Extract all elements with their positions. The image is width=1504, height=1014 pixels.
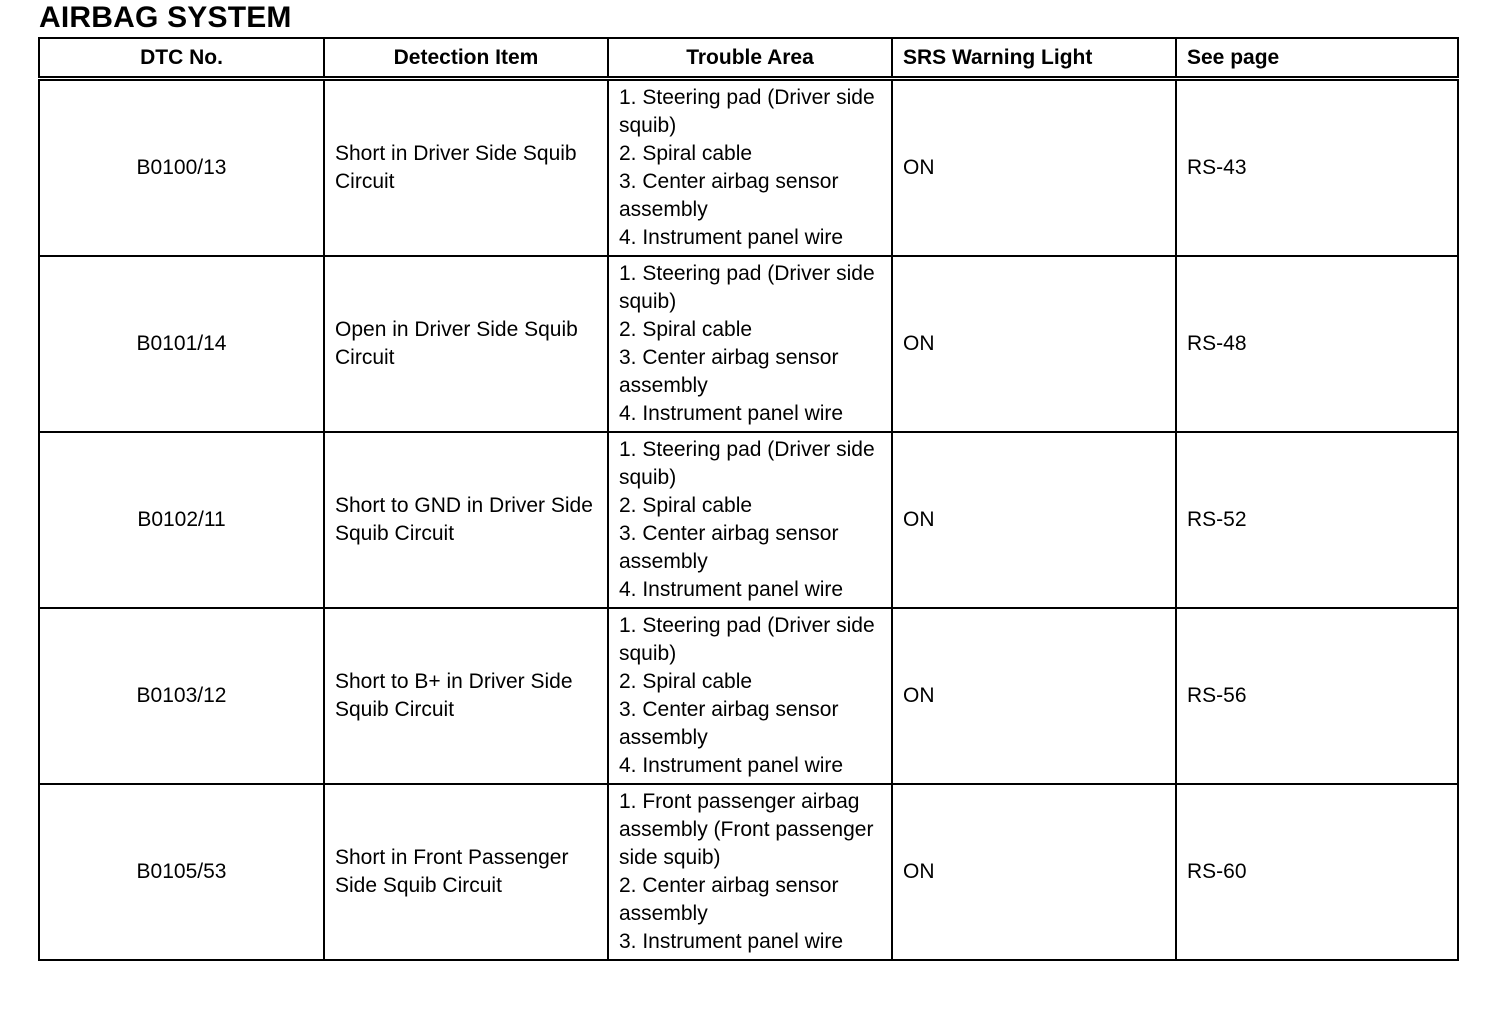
detection-item: Open in Driver Side Squib Circuit xyxy=(324,256,608,432)
detection-item: Short to B+ in Driver Side Squib Circuit xyxy=(324,608,608,784)
see-page-ref: RS-56 xyxy=(1176,608,1458,784)
srs-warning-light-value: ON xyxy=(892,79,1176,257)
see-page-ref: RS-60 xyxy=(1176,784,1458,960)
see-page-ref: RS-43 xyxy=(1176,79,1458,257)
detection-item: Short in Front Passenger Side Squib Circuit xyxy=(324,784,608,960)
srs-warning-light-value: ON xyxy=(892,432,1176,608)
trouble-area-item: 1. Front passenger airbag assembly (Front passenger side squib) xyxy=(619,790,874,869)
trouble-area-item: 3. Instrument panel wire xyxy=(619,930,844,953)
header-see-page: See page xyxy=(1176,38,1458,79)
trouble-area-item: 1. Steering pad (Driver side squib) xyxy=(619,438,875,489)
trouble-area xyxy=(608,432,892,608)
table-row xyxy=(39,256,1458,432)
header-srs-warning-light: SRS Warning Light xyxy=(892,38,1176,79)
trouble-area xyxy=(608,784,892,960)
see-page-ref: RS-52 xyxy=(1176,432,1458,608)
trouble-area-item: 1. Steering pad (Driver side squib) xyxy=(619,86,875,137)
header-detection-item: Detection Item xyxy=(324,38,608,79)
trouble-area xyxy=(608,608,892,784)
trouble-area-item: 4. Instrument panel wire xyxy=(619,754,844,777)
dtc-code: B0101/14 xyxy=(39,256,324,432)
dtc-code: B0103/12 xyxy=(39,608,324,784)
trouble-area-item: 3. Center airbag sensor assembly xyxy=(619,346,839,397)
trouble-area-item: 4. Instrument panel wire xyxy=(619,226,844,249)
table-row xyxy=(39,608,1458,784)
dtc-table xyxy=(38,37,1459,961)
trouble-area-item: 2. Spiral cable xyxy=(619,670,753,693)
srs-warning-light-value: ON xyxy=(892,256,1176,432)
table-row xyxy=(39,784,1458,960)
page-title: AIRBAG SYSTEM xyxy=(39,1,292,34)
table-row xyxy=(39,432,1458,608)
dtc-code: B0105/53 xyxy=(39,784,324,960)
table-row xyxy=(39,79,1458,257)
trouble-area-item: 2. Center airbag sensor assembly xyxy=(619,874,839,925)
trouble-area-item: 3. Center airbag sensor assembly xyxy=(619,170,839,221)
detection-item: Short to GND in Driver Side Squib Circuit xyxy=(324,432,608,608)
trouble-area-item: 2. Spiral cable xyxy=(619,142,753,165)
header-dtc-no: DTC No. xyxy=(39,38,324,79)
srs-warning-light-value: ON xyxy=(892,608,1176,784)
trouble-area-item: 2. Spiral cable xyxy=(619,494,753,517)
trouble-area-item: 4. Instrument panel wire xyxy=(619,402,844,425)
trouble-area-item: 3. Center airbag sensor assembly xyxy=(619,522,839,573)
trouble-area-item: 2. Spiral cable xyxy=(619,318,753,341)
trouble-area-item: 3. Center airbag sensor assembly xyxy=(619,698,839,749)
trouble-area-item: 1. Steering pad (Driver side squib) xyxy=(619,262,875,313)
header-trouble-area: Trouble Area xyxy=(608,38,892,79)
trouble-area-item: 1. Steering pad (Driver side squib) xyxy=(619,614,875,665)
srs-warning-light-value: ON xyxy=(892,784,1176,960)
detection-item: Short in Driver Side Squib Circuit xyxy=(324,79,608,257)
dtc-code: B0100/13 xyxy=(39,79,324,257)
table-header-row xyxy=(39,38,1458,79)
trouble-area-item: 4. Instrument panel wire xyxy=(619,578,844,601)
trouble-area xyxy=(608,256,892,432)
trouble-area xyxy=(608,79,892,257)
see-page-ref: RS-48 xyxy=(1176,256,1458,432)
dtc-code: B0102/11 xyxy=(39,432,324,608)
